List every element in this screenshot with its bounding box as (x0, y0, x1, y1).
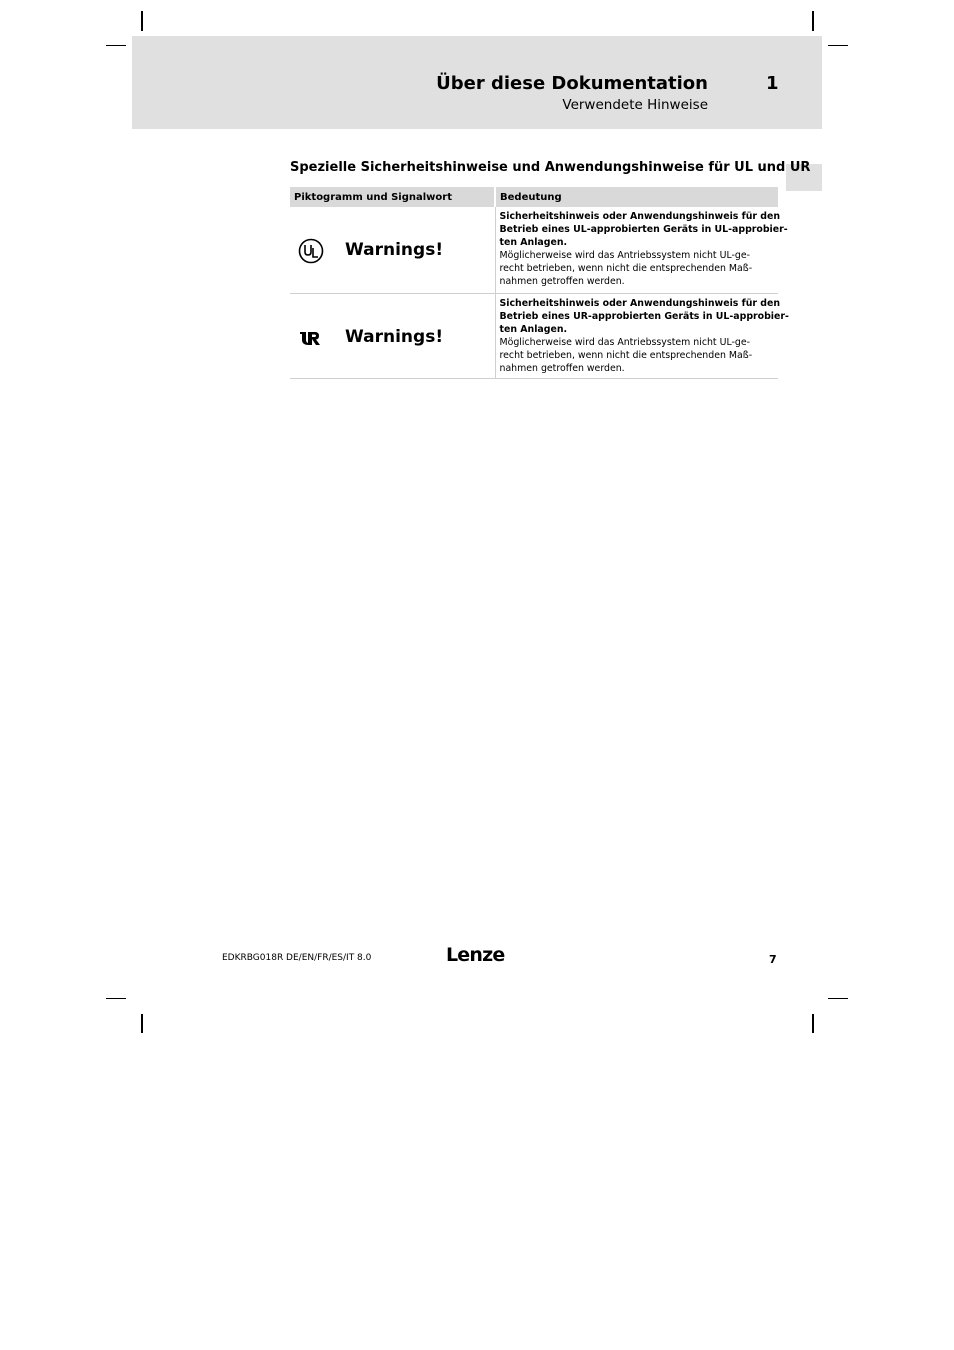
crop-mark (141, 11, 143, 31)
crop-mark (812, 1014, 814, 1033)
meaning-text-line: Möglicherweise wird das Antriebssystem nicht UL-ge- (499, 337, 750, 348)
page-number: 7 (769, 953, 777, 966)
meaning-text-line: nahmen getroffen werden. (499, 276, 625, 287)
document-id: EDKRBG018R DE/EN/FR/ES/IT 8.0 (222, 953, 372, 963)
chapter-subtitle: Verwendete Hinweise (562, 97, 708, 113)
chapter-title: Über diese Dokumentation (436, 73, 708, 94)
column-header-pictogram: Piktogramm und Signalwort (290, 187, 495, 207)
table-row (290, 207, 778, 294)
meaning-text-line: recht betrieben, wenn nicht die entsprechenden Maß- (499, 263, 753, 274)
lenze-logo: Lenze (446, 944, 505, 966)
pictogram-cell (290, 294, 495, 379)
meaning-bold-line: Sicherheitshinweis oder Anwendungshinweis für den (499, 298, 781, 309)
crop-mark (106, 45, 126, 46)
crop-mark (828, 45, 848, 46)
section-heading: Spezielle Sicherheitshinweise und Anwendungshinweise für UL und UR (290, 160, 811, 175)
meaning-bold-line: ten Anlagen. (499, 324, 568, 335)
ur-recognized-mark-icon (298, 325, 324, 351)
meaning-bold-line: Betrieb eines UL-approbierten Geräts in UL-approbier- (499, 224, 788, 235)
crop-mark (141, 1014, 143, 1033)
meaning-text-line: Möglicherweise wird das Antriebssystem nicht UL-ge- (499, 250, 750, 261)
meaning-bold-line: Sicherheitshinweis oder Anwendungshinweis für den (499, 211, 781, 222)
meaning-bold-line: Betrieb eines UR-approbierten Geräts in UL-approbier- (499, 311, 789, 322)
meaning-cell (495, 294, 789, 379)
ul-listed-mark-icon (298, 238, 324, 264)
chapter-number: 1 (766, 73, 779, 94)
crop-mark (106, 998, 126, 999)
meaning-text-line: nahmen getroffen werden. (499, 363, 625, 374)
meaning-cell (495, 207, 788, 294)
pictogram-cell (290, 207, 495, 294)
signal-word: Warnings! (345, 240, 444, 260)
crop-mark (828, 998, 848, 999)
column-header-meaning: Bedeutung (495, 187, 778, 207)
meaning-text-line: recht betrieben, wenn nicht die entsprechenden Maß- (499, 350, 753, 361)
notes-table (290, 187, 789, 379)
table-header-row (290, 187, 778, 207)
meaning-bold-line: ten Anlagen. (499, 237, 568, 248)
crop-mark (812, 11, 814, 31)
signal-word: Warnings! (345, 327, 444, 347)
table-row (290, 294, 778, 379)
